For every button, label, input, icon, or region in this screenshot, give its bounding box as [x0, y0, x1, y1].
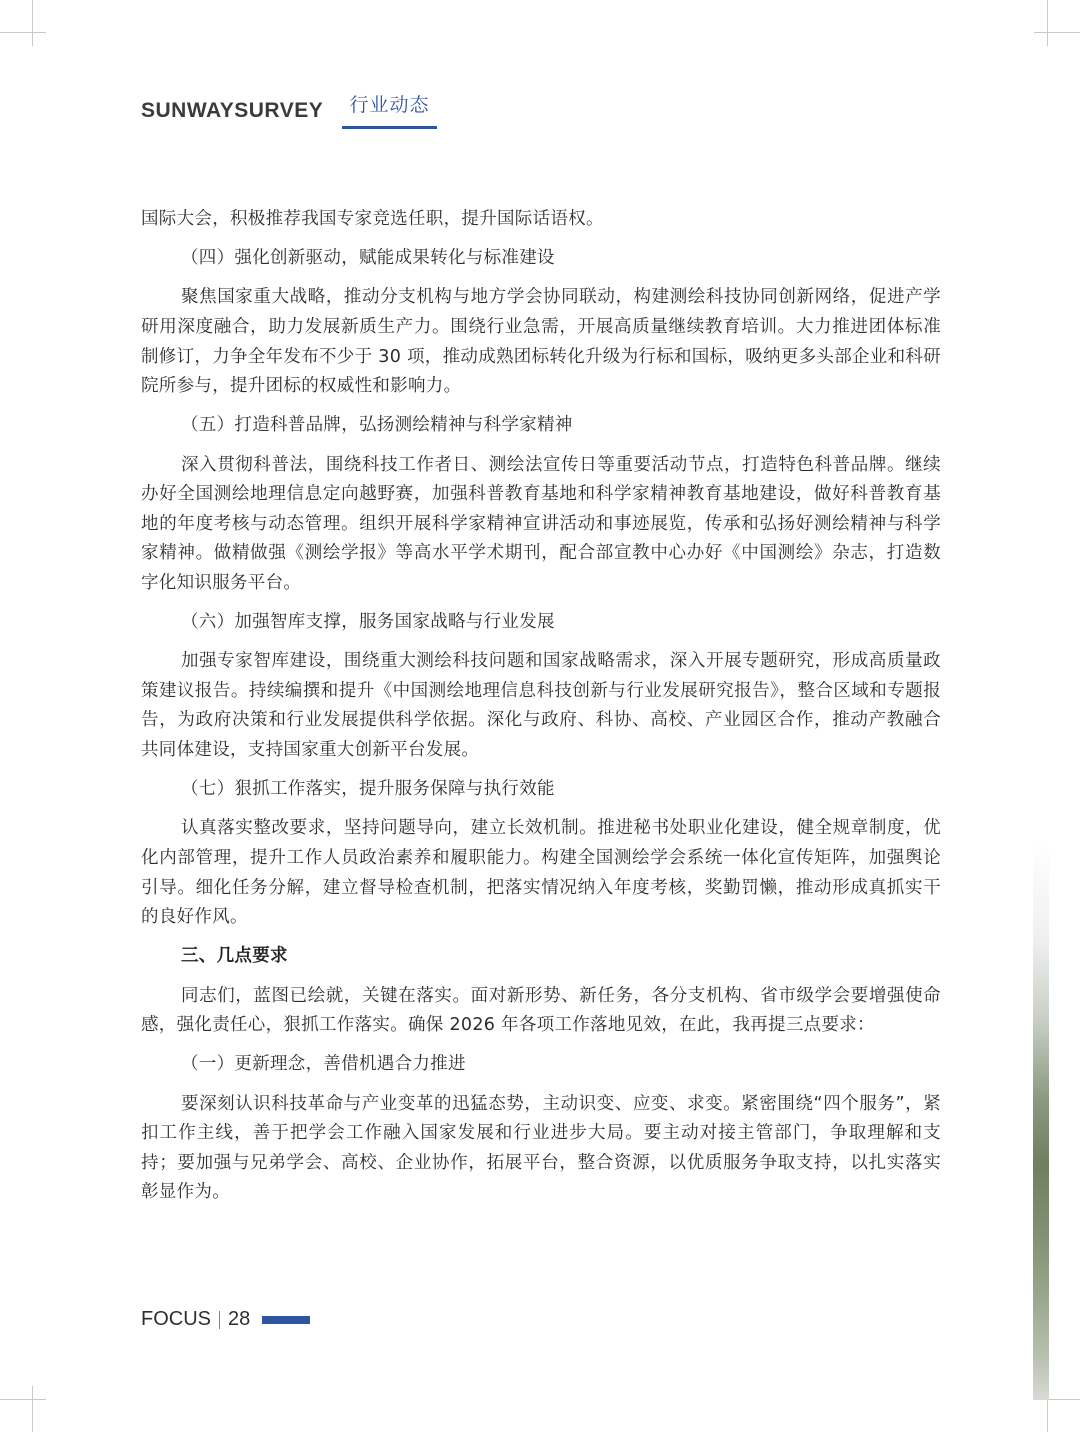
section-title: 行业动态: [342, 90, 437, 129]
paragraph-gap: [141, 972, 941, 982]
crop-mark: [32, 1386, 33, 1432]
page-footer: [141, 1308, 310, 1331]
paragraph-gap: [141, 1080, 941, 1090]
subheading: （一）更新理念，善借机遇合力推进: [181, 1054, 466, 1075]
subheading: （五）打造科普品牌，弘扬测绘精神与科学家精神: [181, 415, 573, 436]
crop-mark: [0, 1399, 46, 1400]
page-number: 28: [228, 1308, 251, 1330]
section-heading: 三、几点要求: [181, 946, 288, 967]
paragraph: 国际大会，积极推荐我国专家竞选任职，提升国际话语权。: [141, 209, 604, 229]
edge-photo-strip: [1033, 840, 1049, 1400]
paragraph-gap: [141, 1041, 941, 1051]
paragraph-gap: [141, 599, 941, 609]
paragraph-gap: [141, 805, 941, 815]
footer-divider: [219, 1311, 220, 1329]
crop-mark: [1034, 32, 1080, 33]
footer-label: FOCUS: [141, 1308, 211, 1330]
paragraph: 要深刻认识科技革命与产业变革的迅猛态势，主动识变、应变、求变。紧密围绕“四个服务”，紧扣工作主线，善于把学会工作融入国家发展和行业进步大局。要主动对接主管部门，争取理解和支持；要加强与兄弟学会、高校、企业协作，拓展平台，整合资源，以优质服务争取支持，以扎实落实彰显作为。: [141, 1093, 941, 1203]
subheading: （七）狠抓工作落实，提升服务保障与执行效能: [181, 779, 555, 800]
paragraph-gap: [141, 274, 941, 284]
paragraph: 加强专家智库建设，围绕重大测绘科技问题和国家战略需求，深入开展专题研究，形成高质量政策建议报告。持续编撰和提升《中国测绘地理信息科技创新与行业发展研究报告》，整合区域和专题报告，为政府决策和行业发展提供科学依据。深化与政府、科协、高校、产业园区合作，推动产教融合共同体建设，支持国家重大创新平台发展。: [141, 651, 941, 761]
paragraph-gap: [141, 402, 941, 412]
paragraph-gap: [141, 638, 941, 648]
paragraph-gap: [141, 235, 941, 245]
paragraph: 聚焦国家重大战略，推动分支机构与地方学会协同联动，构建测绘科技协同创新网络，促进产学研用深度融合，助力发展新质生产力。围绕行业急需，开展高质量继续教育培训。大力推进团体标准制修订，力争全年发布不少于 30 项，推动成熟团标转化升级为行标和国标，吸纳更多头部企业和科研院所参与，提升团标的权威性和影响力。: [141, 287, 941, 397]
crop-mark: [0, 32, 46, 33]
paragraph: 深入贯彻科普法，围绕科技工作者日、测绘法宣传日等重要活动节点，打造特色科普品牌。继续办好全国测绘地理信息定向越野赛，加强科普教育基地和科学家精神教育基地建设，做好科普教育基地的年度考核与动态管理。组织开展科学家精神宣讲活动和事迹展览，传承和弘扬好测绘精神与科学家精神。做精做强《测绘学报》等高水平学术期刊，配合部宣教中心办好《中国测绘》杂志，打造数字化知识服务平台。: [141, 454, 941, 593]
subheading: （六）加强智库支撑，服务国家战略与行业发展: [181, 612, 555, 633]
paragraph: 同志们，蓝图已绘就，关键在落实。面对新形势、新任务，各分支机构、省市级学会要增强使命感，强化责任心，狠抓工作落实。确保 2026 年各项工作落地见效，在此，我再提三点要求：: [141, 985, 941, 1036]
brand-logo-text: SUNWAYSURVEY: [141, 99, 324, 122]
paragraph-gap: [141, 441, 941, 451]
crop-mark: [1047, 0, 1048, 46]
footer-accent-bar: [262, 1316, 310, 1324]
article-body: [141, 205, 941, 1208]
paragraph: 认真落实整改要求，坚持问题导向，建立长效机制。推进秘书处职业化建设，健全规章制度，优化内部管理，提升工作人员政治素养和履职能力。构建全国测绘学会系统一体化宣传矩阵，加强舆论引导。细化任务分解，建立督导检查机制，把落实情况纳入年度考核，奖勤罚懒，推动形成真抓实干的良好作风。: [141, 818, 941, 928]
crop-mark: [32, 0, 33, 46]
paragraph-gap: [141, 933, 941, 943]
subheading: （四）强化创新驱动，赋能成果转化与标准建设: [181, 248, 555, 269]
paragraph-gap: [141, 766, 941, 776]
